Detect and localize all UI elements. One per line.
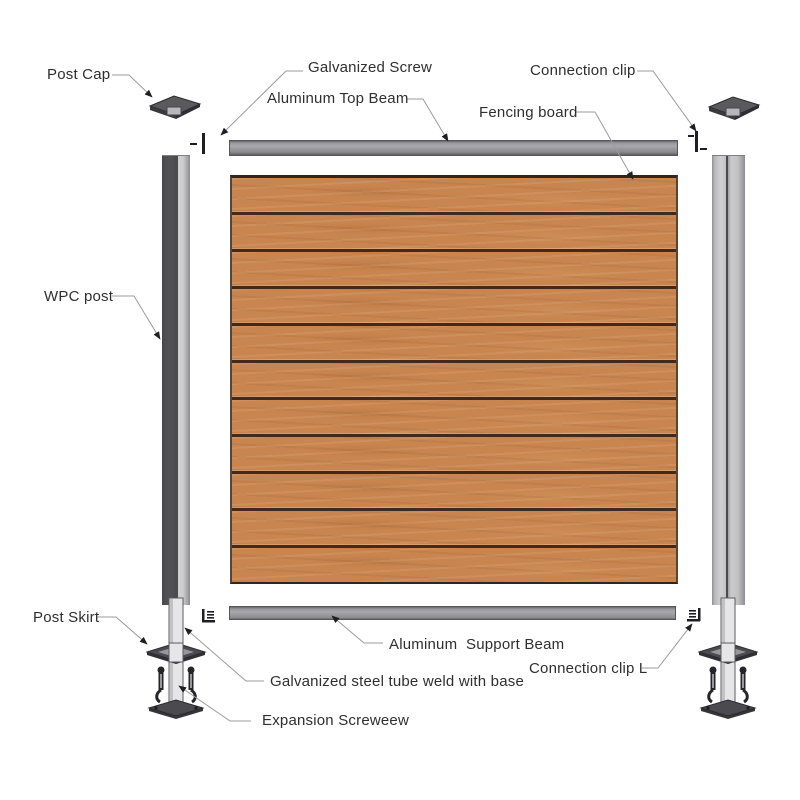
wpc-post-right <box>712 155 745 605</box>
leader-connection-clip-l <box>642 624 692 668</box>
label-post-skirt: Post Skirt <box>33 609 100 626</box>
label-connection-clip: Connection clip <box>530 62 636 79</box>
post-cap-right <box>706 94 762 122</box>
fence-board <box>232 548 676 582</box>
fence-board <box>232 215 676 252</box>
fence-board <box>232 511 676 548</box>
leader-connection-clip <box>637 71 696 131</box>
wpc-post-left <box>162 155 190 605</box>
label-post-cap: Post Cap <box>47 66 111 83</box>
post-foot-right <box>696 596 760 726</box>
leader-post-skirt <box>97 617 147 644</box>
label-connection-clip-l: Connection clip L <box>529 660 648 677</box>
fence-board <box>232 326 676 363</box>
label-expansion-screw: Expansion Screweew <box>262 712 410 729</box>
label-galvanized-screw: Galvanized Screw <box>308 59 433 76</box>
fencing-board-panel <box>230 175 678 584</box>
aluminum-support-beam <box>229 606 676 620</box>
leader-aluminum-support-beam <box>332 616 383 643</box>
post-cap-left <box>147 93 203 121</box>
fence-board <box>232 400 676 437</box>
aluminum-top-beam <box>229 140 678 156</box>
label-aluminum-support-beam: Aluminum Support Beam <box>389 636 565 653</box>
label-aluminum-top-beam: Aluminum Top Beam <box>267 90 409 107</box>
label-wpc-post: WPC post <box>44 288 114 305</box>
post-foot-left <box>144 596 208 726</box>
connection-clip-mark <box>688 131 707 152</box>
galvanized-screw-mark <box>190 133 205 154</box>
label-galvanized-steel-tube: Galvanized steel tube weld with base <box>270 673 525 690</box>
fence-board <box>232 252 676 289</box>
leader-wpc-post <box>112 296 160 339</box>
fence-board <box>232 363 676 400</box>
fence-board <box>232 289 676 326</box>
fence-board <box>232 178 676 215</box>
leader-post-cap <box>112 75 152 97</box>
label-fencing-board: Fencing board <box>479 104 578 121</box>
leader-aluminum-top-beam <box>407 99 448 141</box>
fence-board <box>232 437 676 474</box>
fence-board <box>232 474 676 511</box>
